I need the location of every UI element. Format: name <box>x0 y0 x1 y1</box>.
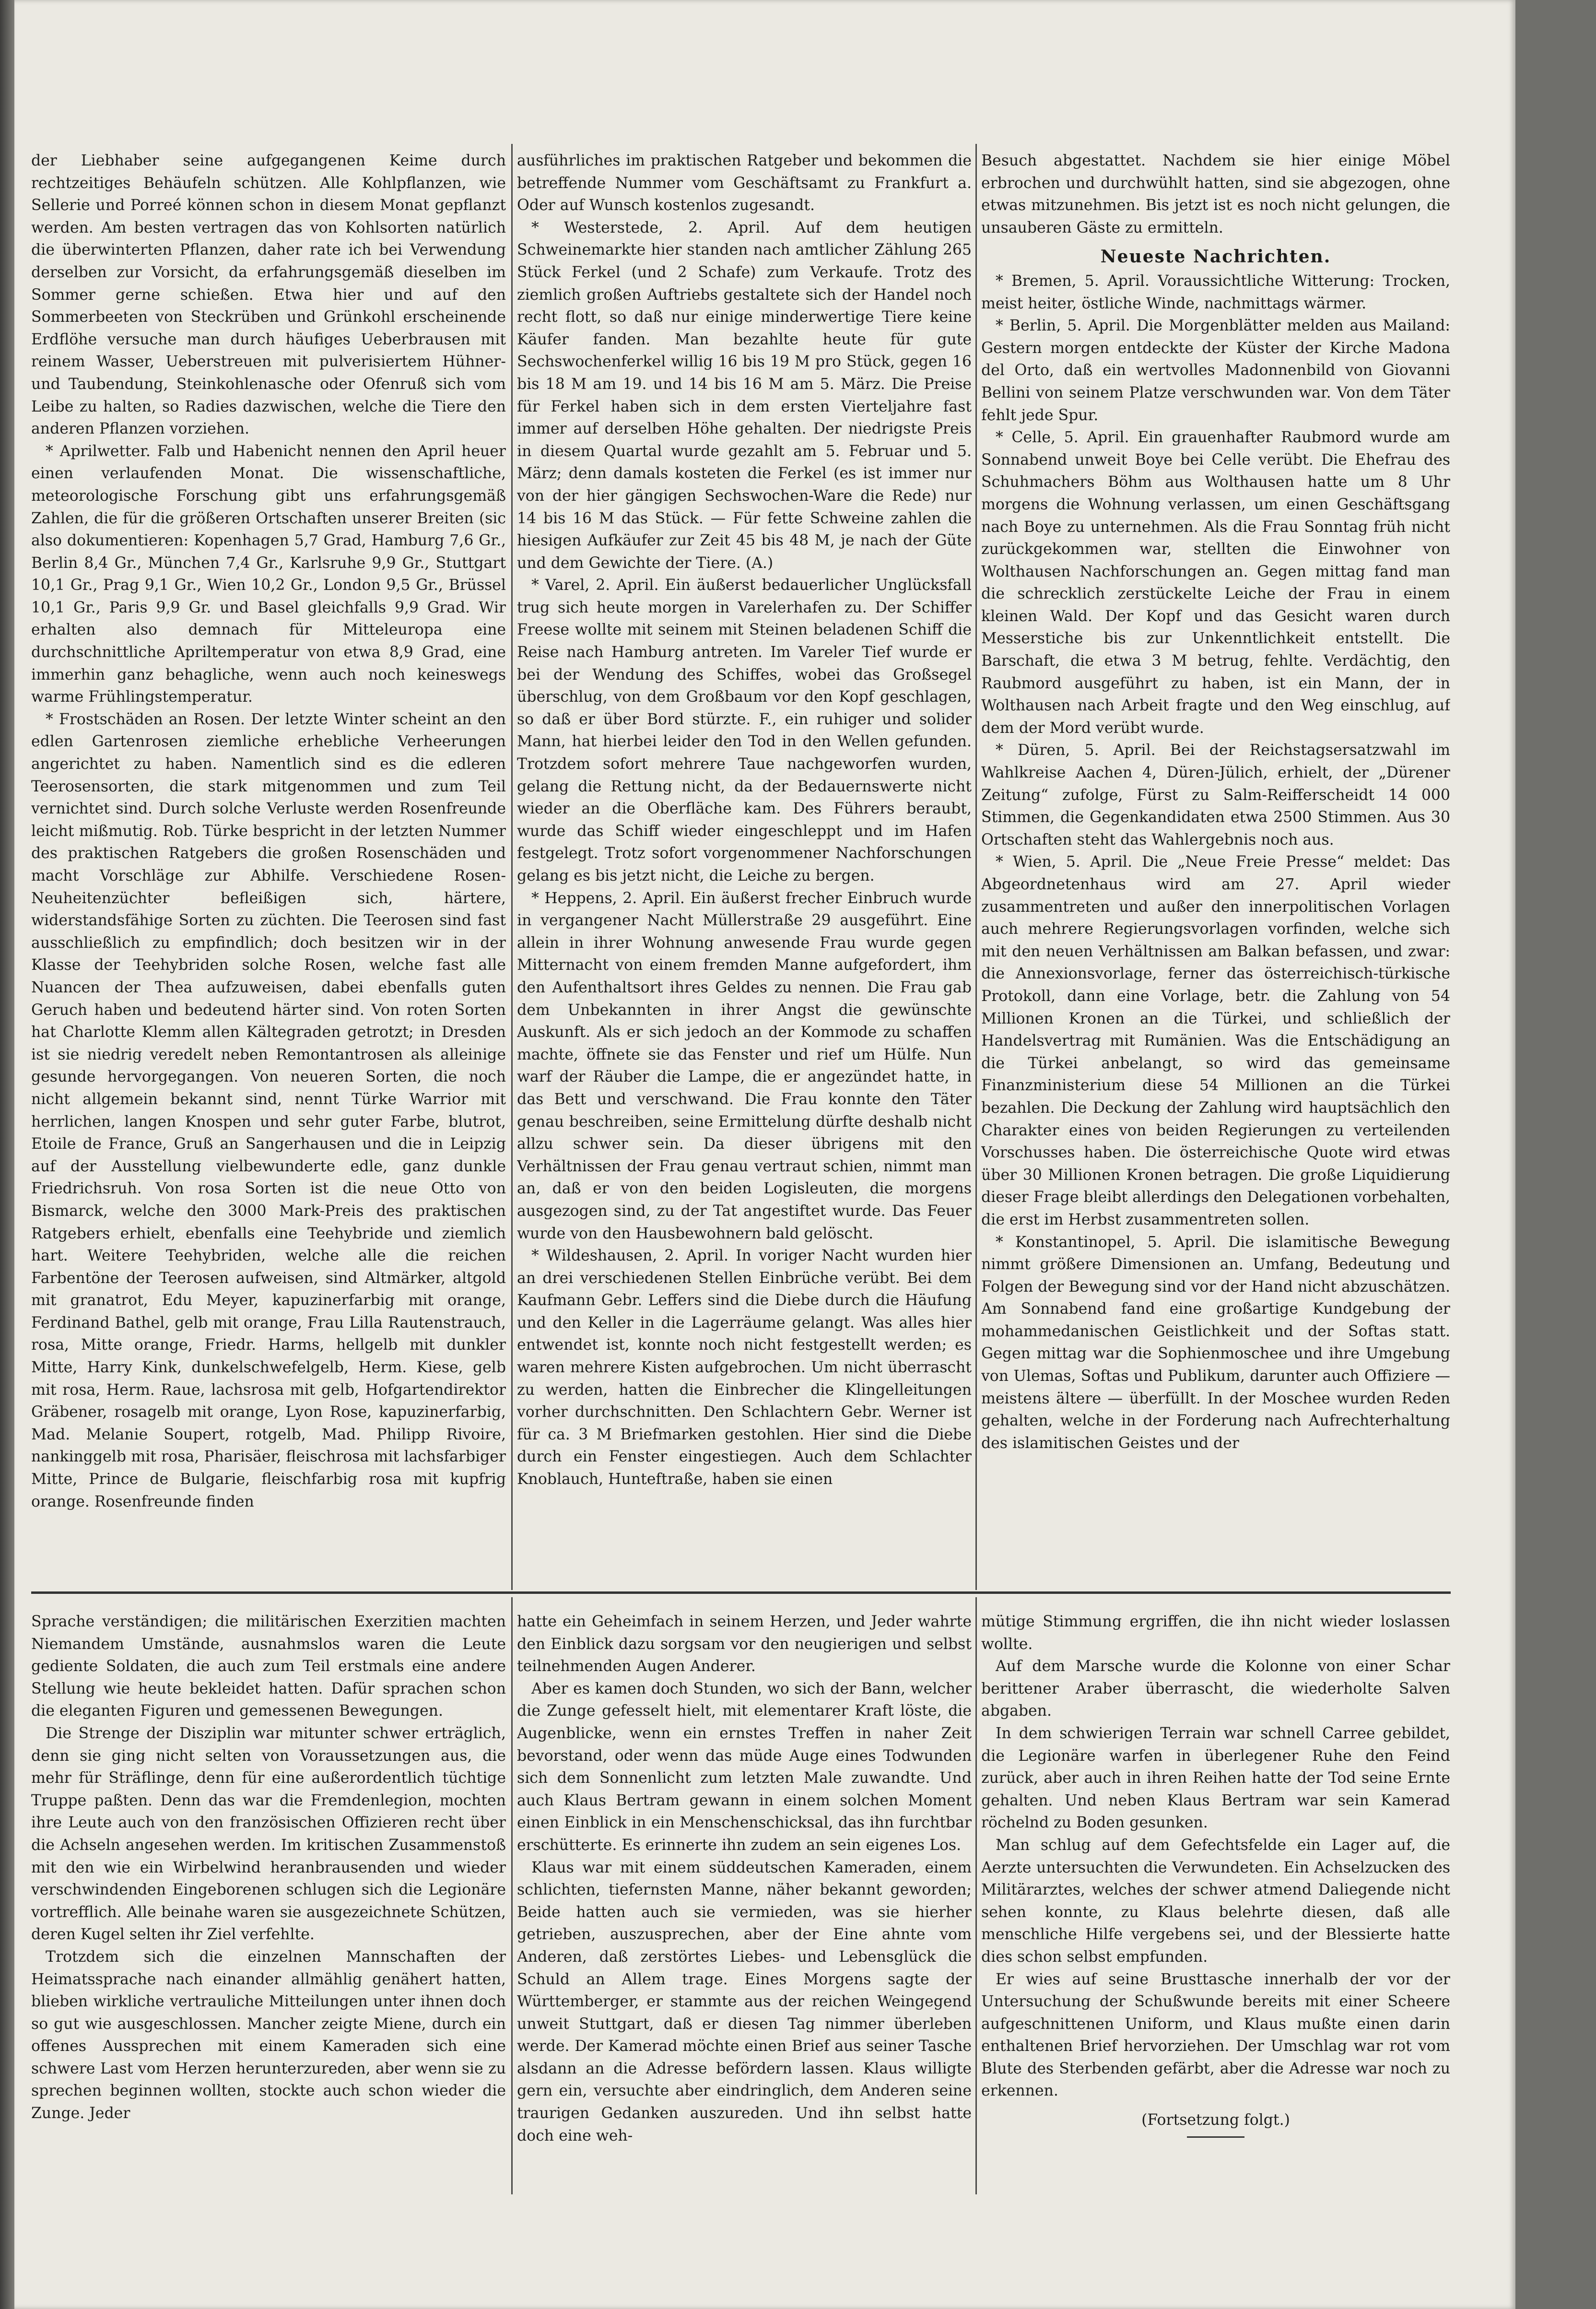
feuilleton-column-2 <box>517 1611 972 2182</box>
paragraph: * Düren, 5. April. Bei der Reichstagsersatzwahl im Wahlkreise Aachen 4, Düren-Jülich, erhielt, der „Dürener Zeitung“ zufolge, Fürst zu Salm-Reifferscheidt 14 000 Stimmen, die Gegenkandidaten etwa 2500 Stimmen. Aus 30 Ortschaften steht das Wahlergebnis noch aus. <box>981 742 1450 848</box>
paragraph: * Wildeshausen, 2. April. In voriger Nacht wurden hier an drei verschiedenen Stellen Einbrüche verübt. Bei dem Kaufmann Gebr. Leffers sind die Diebe durch die Häufung und den Keller in die Lagerräume gelangt. Was alles hier entwendet ist, konnte noch nicht festgestellt werden; es waren mehrere Kisten aufgebrochen. Um nicht überrascht zu werden, hatten die Einbrecher die Klingelleitungen vorher durchschnitten. Den Schlachtern Gebr. Werner ist für ca. 3 M Briefmarken gestohlen. Hier sind die Diebe durch ein Fenster eingestiegen. Auch dem Schlachter Knoblauch, Hunteftraße, haben sie einen <box>517 1247 972 1488</box>
newspaper-page <box>14 0 1515 2309</box>
column-divider <box>975 144 977 1590</box>
paragraph: * Frostschäden an Rosen. Der letzte Winter scheint an den edlen Gartenrosen ziemliche erhebliche Verheerungen angerichtet zu haben. Namentlich sind es die edleren Teerosensorten, die stark mitgenommen und zum Teil vernichtet sind. Durch solche Verluste werden Rosenfreunde leicht mißmutig. Rob. Türke bespricht in der letzten Nummer des praktischen Ratgebers die großen Rosenschäden und macht Vorschläge zur Abhilfe. Verschiedene Rosen-Neuheitenzüchter befleißigen sich, härtere, widerstandsfähige Sorten zu züchten. Die Teerosen sind fast ausschließlich zu empfindlich; doch besitzen wir in der Klasse der Teehybriden solche Rosen, welche fast alle Nuancen der Thea aufzuweisen, dabei ebenfalls guten Geruch haben und bedeutend härter sind. Von roten Sorten hat Charlotte Klemm allen Kältegraden getrotzt; in Dresden ist sie niedrig veredelt neben Remontantrosen als alleinige gesunde hervorgegangen. Von neueren Sorten, die noch nicht allgemein bekannt sind, nennt Türke Warrior mit herrlichen, langen Knospen und sehr guter Farbe, blutrot, Etoile de France, Gruß an Sangerhausen und die in Leipzig auf der Ausstellung vielbewunderte edle, ganz dunkle Friedrichsruh. Von rosa Sorten ist die neue Otto von Bismarck, welche den 3000 Mark-Preis des praktischen Ratgebers erhielt, ebenfalls eine Teehybride und ziemlich hart. Weitere Teehybriden, welche alle die reichen Farbentöne der Teerosen aufweisen, sind Altmärker, altgold mit granatrot, Edu Meyer, kapuzinerfarbig mit orange, Ferdinand Bathel, gelb mit orange, Frau Lilla Rautenstrauch, rosa, Mitte orange, Friedr. Harms, hellgelb mit dunkler Mitte, Harry Kink, dunkelschwefelgelb, Herm. Kiese, gelb mit rosa, Herm. Raue, lachsrosa mit gelb, Hofgartendirektor Gräbener, rosagelb mit orange, Lyon Rose, kapuzinerfarbig, Mad. Melanie Soupert, rotgelb, Mad. Philipp Rivoire, nankinggelb mit rosa, Pharisäer, fleischrosa mit lachsfarbiger Mitte, Prince de Bulgarie, fleischfarbig rosa mit kupfrig orange. Rosenfreunde finden <box>31 710 506 1510</box>
paragraph: * Heppens, 2. April. Ein äußerst frecher Einbruch wurde in vergangener Nacht Müllerstraße 29 ausgeführt. Eine allein in ihrer Wohnung anwesende Frau wurde gegen Mitternacht von einem fremden Manne aufgefordert, ihm den Aufenthaltsort ihres Geldes zu nennen. Die Frau gab dem Unbekannten in ihrer Angst die gewünschte Auskunft. Als er sich jedoch an der Kommode zu schaffen machte, öffnete sie das Fenster und rief um Hülfe. Nun warf der Räuber die Lampe, die er angezündet hatte, in das Bett und verschwand. Die Frau konnte den Täter genau beschreiben, seine Ermittelung dürfte deshalb nicht allzu schwer sein. Da dieser übrigens mit den Verhältnissen der Frau genau vertraut schien, nimmt man an, daß er von den beiden Logisleuten, die morgens ausgezogen sind, zu der Tat angestiftet wurde. Das Feuer wurde von den Hausbewohnern bald gelöscht. <box>517 889 972 1242</box>
paragraph: * Aprilwetter. Falb und Habenicht nennen den April heuer einen verlaufenden Monat. Die wissenschaftliche, meteorologische Forschung gibt uns erfahrungsgemäß Zahlen, die für die größeren Ortschaften unserer Breiten (sic also dokumentieren: Kopenhagen 5,7 Grad, Hamburg 7,6 Gr., Berlin 8,4 Gr., München 7,4 Gr., Karlsruhe 9,9 Gr., Stuttgart 10,1 Gr., Prag 9,1 Gr., Wien 10,2 Gr., London 9,5 Gr., Brüssel 10,1 Gr., Paris 9,9 Gr. und Basel gleichfalls 9,9 Grad. Wir erhalten also demnach für Mitteleuropa eine durchschnittliche Apriltemperatur von etwa 8,9 Grad, eine immerhin ganz behagliche, wenn auch noch keineswegs warme Frühlingstemperatur. <box>31 442 506 706</box>
feuilleton-column-3 <box>981 1611 1450 2182</box>
feuilleton-column-1 <box>31 1611 506 2182</box>
end-rule <box>1187 2136 1244 2138</box>
paragraph: * Celle, 5. April. Ein grauenhafter Raubmord wurde am Sonnabend unweit Boye bei Celle verübt. Die Ehefrau des Schuhmachers Böhm aus Wolthausen hatte um 8 Uhr morgens die Wohnung verlassen, um einen Geschäftsgang nach Boye zu unternehmen. Als die Frau Sonntag früh nicht zurückgekommen war, stellten die Einwohner von Wolthausen Nachforschungen an. Gegen mittag fand man die schrecklich zerstückelte Leiche der Frau in einem kleinen Wald. Der Kopf und das Gesicht waren durch Messerstiche bis zur Unkenntlichkeit entstellt. Die Barschaft, die etwa 3 M betrug, fehlte. Verdächtig, den Raubmord ausgeführt zu haben, ist ein Mann, der in Wolthausen nach Arbeit fragte und den Weg einschlug, auf dem der Mord verübt wurde. <box>981 429 1450 737</box>
column-divider <box>511 1597 513 2194</box>
paragraph: * Varel, 2. April. Ein äußerst bedauerlicher Unglücksfall trug sich heute morgen in Varelerhafen zu. Der Schiffer Freese wollte mit seinem mit Steinen beladenen Schiff die Reise nach Hamburg antreten. Im Vareler Tief wurde er bei der Wendung des Schiffes, wobei das Großsegel überschlug, von dem Großbaum vor den Kopf geschlagen, so daß er über Bord stürzte. F., ein ruhiger und solider Mann, hat hierbei leider den Tod in den Wellen gefunden. Trotzdem sofort mehrere Taue nachgeworfen wurden, gelang die Rettung nicht, da der Bedauernswerte nicht wieder an die Oberfläche kam. Des Führers beraubt, wurde das Schiff wieder eingeschleppt und im Hafen festgelegt. Trotz sofort vorgenommener Nachforschungen gelang es bis jetzt nicht, die Leiche zu bergen. <box>517 577 972 884</box>
paragraph: In dem schwierigen Terrain war schnell Carree gebildet, die Legionäre warfen in überlegener Ruhe den Feind zurück, aber auch in ihren Reihen hatte der Tod seine Ernte gehalten. Und neben Klaus Bertram war sein Kamerad röchelnd zu Boden gesunken. <box>981 1724 1450 1832</box>
paragraph: Die Strenge der Disziplin war mitunter schwer erträglich, denn sie ging nicht selten von Voraussetzungen aus, die mehr für Sträflinge, denn für eine außerordentlich tüchtige Truppe paßten. Denn das war die Fremdenlegion, mochten ihre Leute auch von den französischen Offizieren recht über die Achseln angesehen werden. Im kritischen Zusammenstoß mit den wie ein Wirbelwind heranbrausenden und wieder verschwindenden Eingeborenen schlugen sich die Legionäre vortrefflich. Alle beinahe waren sie ausgezeichnete Schützen, deren Kugel selten ihr Ziel verfehlte. <box>31 1724 506 1944</box>
paragraph: Besuch abgestattet. Nachdem sie hier einige Möbel erbrochen und durchwühlt hatten, sind sie abgezogen, ohne etwas mitzunehmen. Bis jetzt ist es noch nicht gelungen, die unsauberen Gäste zu ermitteln. <box>981 152 1450 236</box>
paragraph: * Wien, 5. April. Die „Neue Freie Presse“ meldet: Das Abgeordnetenhaus wird am 27. April wieder zusammentreten und außer den innerpolitischen Vorlagen auch mehrere Regierungsvorlagen vorfinden, welche sich mit den neuen Verhältnissen am Balkan befassen, und zwar: die Annexionsvorlage, ferner das österreichisch-türkische Protokoll, dann eine Vorlage, betr. die Zahlung von 54 Millionen Kronen an die Türkei, und schließlich der Handelsvertrag mit Rumänien. Was die Entschädigung an die Türkei anbelangt, so wird das gemeinsame Finanzministerium diese 54 Millionen an die Türkei bezahlen. Die Deckung der Zahlung wird hauptsächlich den Charakter eines von beiden Regierungen zu verteilenden Vorschusses haben. Die österreichische Quote wird etwas über 30 Millionen Kronen betragen. Die große Liquidierung dieser Frage bleibt allerdings den Delegationen vorbehalten, die erst im Herbst zusammentreten sollen. <box>981 853 1450 1228</box>
paragraph: ausführliches im praktischen Ratgeber und bekommen die betreffende Nummer vom Geschäftsamt zu Frankfurt a. Oder auf Wunsch kostenlos zugesandt. <box>517 152 972 214</box>
paragraph: * Konstantinopel, 5. April. Die islamitische Bewegung nimmt größere Dimensionen an. Umfang, Bedeutung und Folgen der Bewegung sind vor der Hand nicht abzuschätzen. Am Sonnabend fand eine großartige Kundgebung der mohammedanischen Geistlichkeit und der Softas statt. Gegen mittag war die Sophienmoschee und ihre Umgebung von Ulemas, Softas und Publikum, darunter auch Offiziere — meistens ältere — überfüllt. In der Moschee wurden Reden gehalten, welche in der Forderung nach Aufrechterhaltung des islamitischen Geistes und der <box>981 1233 1450 1452</box>
section-heading: Neueste Nachrichten. <box>1100 247 1331 267</box>
paragraph: der Liebhaber seine aufgegangenen Keime durch rechtzeitiges Behäufeln schützen. Alle Kohlpflanzen, wie Sellerie und Porreé können schon in diesem Monat gepflanzt werden. Am besten vertragen das von Kohlsorten natürlich die überwinterten Pflanzen, daher rate ich bei Verwendung derselben zur Vorsicht, da erfahrungsgemäß dieselben im Sommer gerne schießen. Etwa hier und auf den Sommerbeeten von Steckrüben und Grünkohl erscheinende Erdflöhe versuche man durch häufiges Ueberbrausen mit reinem Wasser, Ueberstreuen mit pulverisiertem Hühner- und Taubendung, Steinkohlenasche oder Ofenruß sich vom Leibe zu halten, so Radies dazwischen, welche die Tiere den anderen Pflanzen vorziehen. <box>31 152 506 438</box>
section-separator-rule <box>31 1591 1451 1594</box>
paragraph: Klaus war mit einem süddeutschen Kameraden, einem schlichten, tiefernsten Manne, näher bekannt geworden; Beide hatten auch sie vermieden, was sie hierher getrieben, auszusprechen, aber der Eine ahnte vom Anderen, daß zerstörtes Liebes- und Lebensglück die Schuld an Allem trage. Eines Morgens sagte der Württemberger, er stammte aus der reichen Weingegend unweit Stuttgart, daß er diesen Tag nimmer überleben werde. Der Kamerad möchte einen Brief aus seiner Tasche alsdann an die Adresse befördern lassen. Klaus willigte gern ein, versuchte aber eindringlich, dem Anderen seine traurigen Gedanken auszureden. Und ihn selbst hatte doch eine weh- <box>517 1859 972 2144</box>
column-divider <box>975 1597 977 2194</box>
paragraph: * Bremen, 5. April. Voraussichtliche Witterung: Trocken, meist heiter, östliche Winde, nachmittags wärmer. <box>981 272 1450 312</box>
paragraph: Er wies auf seine Brusttasche innerhalb der vor der Untersuchung der Schußwunde bereits mit einer Scheere aufgeschnittenen Uniform, und Klaus mußte einen darin enthaltenen Brief hervorziehen. Der Umschlag war rot vom Blute des Sterbenden gefärbt, aber die Adresse war noch zu erkennen. <box>981 1970 1450 2100</box>
paragraph: Aber es kamen doch Stunden, wo sich der Bann, welcher die Zunge gefesselt hielt, mit elementarer Kraft löste, die Augenblicke, wenn ein ernstes Treffen in naher Zeit bevorstand, oder wenn das müde Auge eines Todwunden sich dem Sonnenlicht zum letzten Male zuwandte. Und auch Klaus Bertram gewann in einem solchen Moment einen Einblick in ein Menschenschicksal, das ihn furchtbar erschütterte. Es erinnerte ihn zudem an sein eigenes Los. <box>517 1680 972 1854</box>
column-3-latest-news <box>981 150 1450 1588</box>
paragraph: * Berlin, 5. April. Die Morgenblätter melden aus Mailand: Gestern morgen entdeckte der Küster der Kirche Madona del Orto, daß ein wertvolles Madonnenbild von Giovanni Bellini von seinem Platze verschwunden war. Von dem Täter fehlt jede Spur. <box>981 317 1450 424</box>
column-1-gardening-news <box>31 150 506 1588</box>
column-2-regional-news <box>517 150 972 1588</box>
paragraph: hatte ein Geheimfach in seinem Herzen, und Jeder wahrte den Einblick dazu sorgsam vor den neugierigen und selbst teilnehmenden Augen Anderer. <box>517 1613 972 1675</box>
paragraph: Auf dem Marsche wurde die Kolonne von einer Schar berittener Araber überrascht, die wiederholte Salven abgaben. <box>981 1658 1450 1720</box>
paragraph: Man schlug auf dem Gefechtsfelde ein Lager auf, die Aerzte untersuchten die Verwundeten. Ein Achselzucken des Militärarztes, welches der schwer atmend Daliegende nicht sehen konnte, zu Klaus belehrte diesen, daß alle menschliche Hilfe vergebens sei, und der Blessierte hatte dies schon selbst empfunden. <box>981 1836 1450 1966</box>
column-divider <box>511 144 513 1590</box>
continuation-note: (Fortsetzung folgt.) <box>1141 2111 1290 2129</box>
paragraph: * Westerstede, 2. April. Auf dem heutigen Schweinemarkte hier standen nach amtlicher Zählung 265 Stück Ferkel (und 2 Schafe) zum Verkaufe. Trotz des ziemlich großen Auftriebs gestaltete sich der Handel noch recht flott, so daß nur einige minderwertige Tiere keine Käufer fanden. Man bezahlte heute für gute Sechswochenferkel willig 16 bis 19 M pro Stück, gegen 16 bis 18 M am 19. und 14 bis 16 M am 5. März. Die Preise für Ferkel haben sich in dem ersten Vierteljahre fast immer auf derselben Höhe gehalten. Der niedrigste Preis in diesem Quartal wurde gezahlt am 5. Februar und 5. März; denn damals kosteten die Ferkel (es ist immer nur von der hier gängigen Sechswochen-Ware die Rede) nur 14 bis 16 M das Stück. — Für fette Schweine zahlen die hiesigen Aufkäufer zur Zeit 45 bis 48 M, je nach der Güte und dem Gewichte der Tiere. (A.) <box>517 219 972 572</box>
paragraph: Sprache verständigen; die militärischen Exerzitien machten Niemandem Umstände, ausnahmslos waren die Leute gediente Soldaten, die auch zum Teil erstmals eine andere Stellung wie heute bekleidet hatten. Dafür sprachen schon die eleganten Figuren und gemessenen Bewegungen. <box>31 1613 506 1720</box>
paragraph: Trotzdem sich die einzelnen Mannschaften der Heimatssprache nach einander allmählig genähert hatten, blieben wirkliche vertrauliche Mitteilungen unter ihnen doch so gut wie ausgeschlossen. Mancher zeigte Miene, durch ein offenes Aussprechen mit einem Kameraden sich eine schwere Last vom Herzen herunterzureden, aber wenn sie zu sprechen beginnen wollten, stockte auch schon wieder die Zunge. Jeder <box>31 1948 506 2122</box>
paragraph: mütige Stimmung ergriffen, die ihn nicht wieder loslassen wollte. <box>981 1613 1450 1653</box>
